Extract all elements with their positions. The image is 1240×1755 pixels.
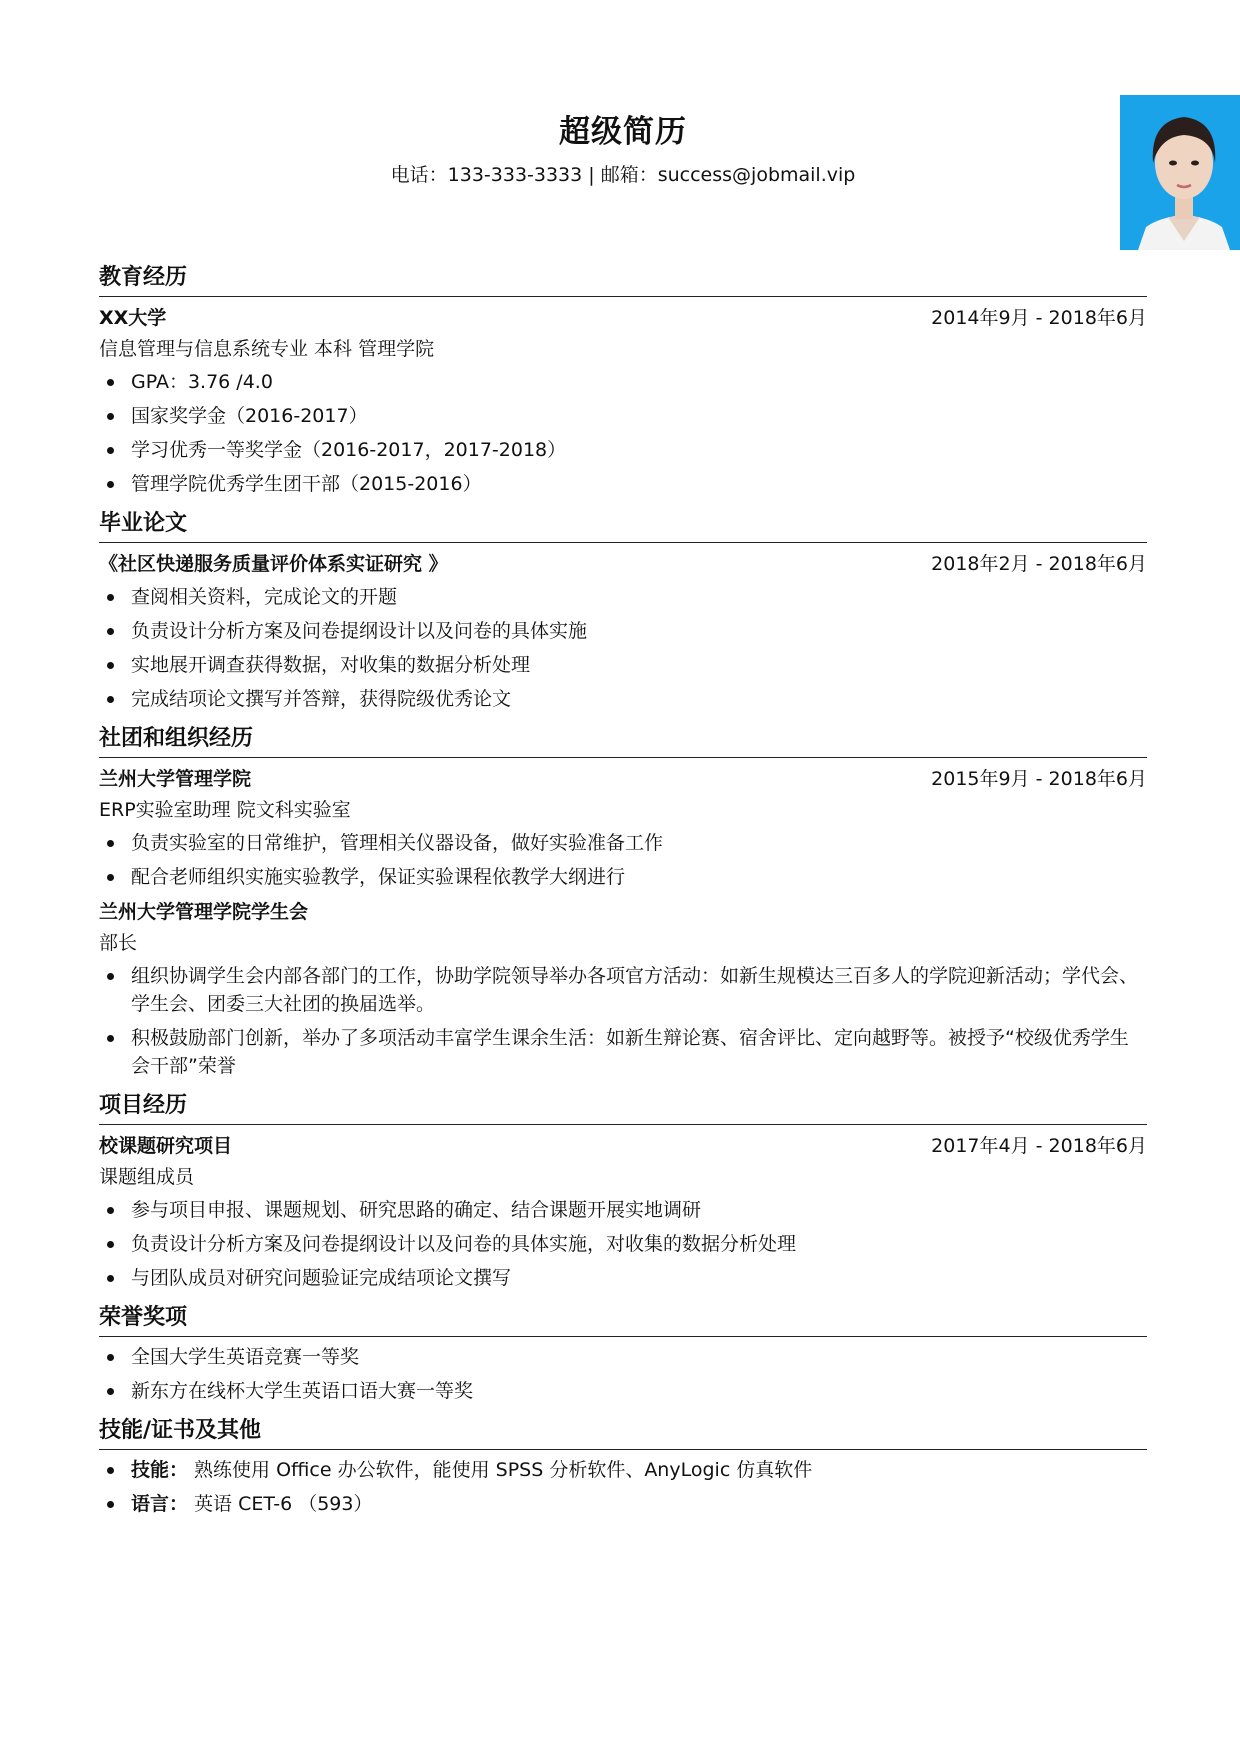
thesis-entry-header bbox=[99, 549, 1147, 580]
awards-list bbox=[99, 1343, 1147, 1405]
club-org: 兰州大学管理学院学生会 bbox=[99, 901, 309, 923]
list-item: 查阅相关资料，完成论文的开题 bbox=[99, 583, 1147, 611]
list-item: GPA：3.76 /4.0 bbox=[99, 368, 1147, 396]
list-item: 配合老师组织实施实验教学，保证实验课程依教学大纲进行 bbox=[99, 863, 1147, 891]
section-title-projects: 项目经历 bbox=[99, 1090, 1147, 1125]
list-item: 组织协调学生会内部各部门的工作，协助学院领导举办各项官方活动：如新生规模达三百多人的学院迎新活动；学代会、学生会、团委三大社团的换届选举。 bbox=[99, 962, 1147, 1018]
list-item: 实地展开调查获得数据，对收集的数据分析处理 bbox=[99, 651, 1147, 679]
list-item: 负责设计分析方案及问卷提纲设计以及问卷的具体实施 bbox=[99, 617, 1147, 645]
resume-header bbox=[99, 110, 1147, 188]
skills-list bbox=[99, 1456, 1147, 1518]
school-name: XX大学 bbox=[99, 307, 167, 329]
thesis-date: 2018年2月 - 2018年6月 bbox=[931, 553, 1147, 575]
club-entry-header bbox=[99, 764, 1147, 795]
club-role: 部长 bbox=[99, 932, 138, 954]
contact-info: 电话：133-333-3333 | 邮箱：success@jobmail.vip bbox=[390, 164, 856, 186]
skill-text: 熟练使用 Office 办公软件，能使用 SPSS 分析软件、AnyLogic 仿真软件 bbox=[188, 1459, 813, 1481]
club-list bbox=[99, 962, 1147, 1080]
portrait-illustration bbox=[1120, 95, 1240, 250]
list-item: 学习优秀一等奖学金（2016-2017，2017-2018） bbox=[99, 436, 1147, 464]
list-item: 负责实验室的日常维护，管理相关仪器设备，做好实验准备工作 bbox=[99, 829, 1147, 857]
section-title-thesis: 毕业论文 bbox=[99, 508, 1147, 543]
thesis-section bbox=[99, 508, 1147, 713]
club-list bbox=[99, 829, 1147, 891]
language-text: 英语 CET-6 （593） bbox=[188, 1493, 373, 1515]
skill-item bbox=[99, 1456, 1147, 1484]
club-org: 兰州大学管理学院 bbox=[99, 768, 252, 790]
education-major: 信息管理与信息系统专业 本科 管理学院 bbox=[99, 338, 435, 360]
list-item: 国家奖学金（2016-2017） bbox=[99, 402, 1147, 430]
list-item: 新东方在线杯大学生英语口语大赛一等奖 bbox=[99, 1377, 1147, 1405]
section-title-clubs: 社团和组织经历 bbox=[99, 723, 1147, 758]
skill-label: 技能： bbox=[131, 1459, 189, 1481]
project-list bbox=[99, 1196, 1147, 1292]
list-item: 完成结项论文撰写并答辩，获得院级优秀论文 bbox=[99, 685, 1147, 713]
awards-section bbox=[99, 1302, 1147, 1405]
list-item: 积极鼓励部门创新，举办了多项活动丰富学生课余生活：如新生辩论赛、宿舍评比、定向越野等。被授予“校级优秀学生会干部”荣誉 bbox=[99, 1024, 1147, 1080]
profile-photo bbox=[1120, 95, 1240, 250]
list-item: 全国大学生英语竞赛一等奖 bbox=[99, 1343, 1147, 1371]
section-title-awards: 荣誉奖项 bbox=[99, 1302, 1147, 1337]
thesis-name: 《社区快递服务质量评价体系实证研究 》 bbox=[99, 553, 448, 575]
club-entry-header bbox=[99, 897, 1147, 928]
skills-section bbox=[99, 1415, 1147, 1518]
section-title-skills: 技能/证书及其他 bbox=[99, 1415, 1147, 1450]
section-title-education: 教育经历 bbox=[99, 262, 1147, 297]
project-entry-header bbox=[99, 1131, 1147, 1162]
clubs-section bbox=[99, 723, 1147, 1080]
education-entry-header bbox=[99, 303, 1147, 334]
projects-section bbox=[99, 1090, 1147, 1292]
project-name: 校课题研究项目 bbox=[99, 1135, 233, 1157]
list-item: 管理学院优秀学生团干部（2015-2016） bbox=[99, 470, 1147, 498]
education-date: 2014年9月 - 2018年6月 bbox=[931, 307, 1147, 329]
language-item bbox=[99, 1490, 1147, 1518]
language-label: 语言： bbox=[131, 1493, 189, 1515]
education-section bbox=[99, 262, 1147, 498]
club-date: 2015年9月 - 2018年6月 bbox=[931, 768, 1147, 790]
candidate-name: 超级简历 bbox=[559, 114, 687, 150]
project-date: 2017年4月 - 2018年6月 bbox=[931, 1135, 1147, 1157]
project-role: 课题组成员 bbox=[99, 1166, 195, 1188]
resume-body bbox=[99, 262, 1147, 1528]
thesis-list bbox=[99, 583, 1147, 713]
list-item: 参与项目申报、课题规划、研究思路的确定、结合课题开展实地调研 bbox=[99, 1196, 1147, 1224]
club-role: ERP实验室助理 院文科实验室 bbox=[99, 799, 351, 821]
list-item: 与团队成员对研究问题验证完成结项论文撰写 bbox=[99, 1264, 1147, 1292]
list-item: 负责设计分析方案及问卷提纲设计以及问卷的具体实施，对收集的数据分析处理 bbox=[99, 1230, 1147, 1258]
education-list bbox=[99, 368, 1147, 498]
